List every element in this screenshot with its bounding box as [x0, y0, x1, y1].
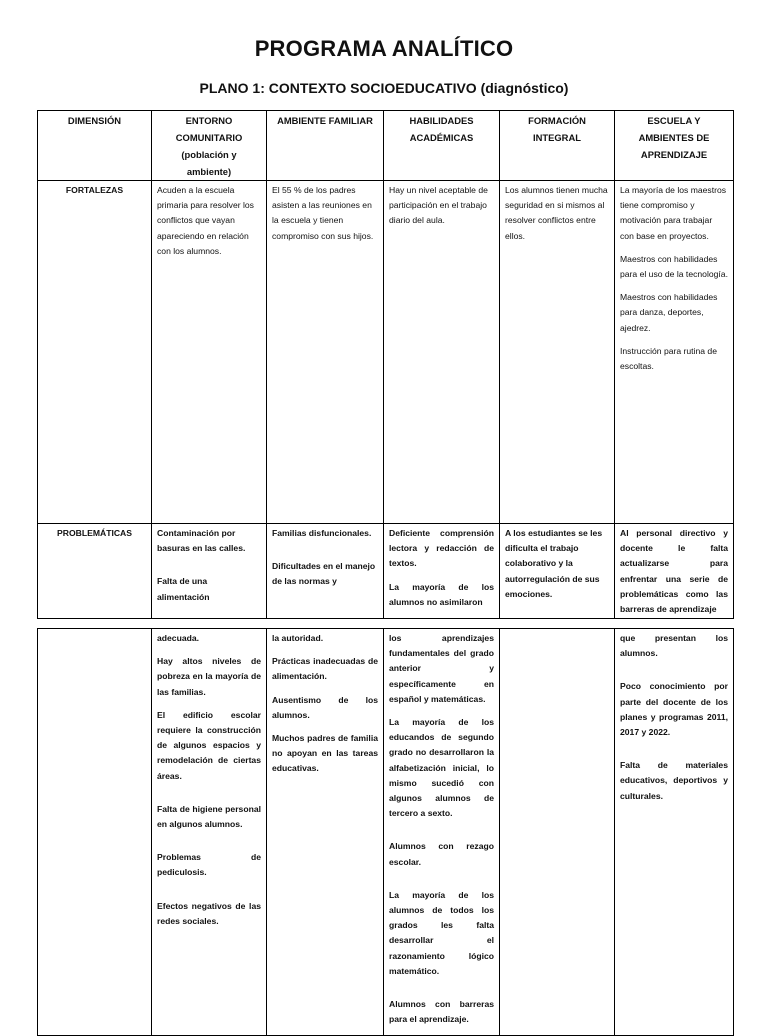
- list-item: La mayoría de los alumnos no asimilaron: [389, 581, 494, 607]
- list-item: Poco conocimiento por parte del docente de los planes y programas 2011, 2017 y 2022.: [620, 681, 728, 738]
- cell-problematicas-escuela: Al personal directivo y docente le falta actualizarse para enfrentar una serie de problemáticas como las barreras de aprendizaje: [615, 524, 734, 619]
- cell-fortalezas-familiar: El 55 % de los padres asisten a las reuniones en la escuela y tienen compromiso con sus hijos.: [267, 181, 384, 524]
- list-item: Alumnos con barreras para el aprendizaje.: [389, 999, 494, 1025]
- list-item: Instrucción para rutina de escoltas.: [620, 345, 717, 372]
- list-item: El edificio escolar requiere la construcción de algunos espacios y remodelación de ciertas áreas.: [157, 709, 261, 781]
- diagnostic-table-page-2: [37, 628, 734, 1036]
- diagnostic-table-page-1: [37, 110, 734, 619]
- header-ambiente-familiar: AMBIENTE FAMILIAR: [267, 111, 384, 181]
- cell-continuation-entorno: [152, 629, 267, 1036]
- header-dimension: DIMENSIÓN: [38, 111, 152, 181]
- header-entorno-comunitario: ENTORNO COMUNITARIO (población y ambiente): [152, 111, 267, 181]
- list-item: los aprendizajes fundamentales del grado anterior y específicamente en español y matemáticas.: [389, 633, 494, 704]
- document-title: PROGRAMA ANALÍTICO: [254, 36, 514, 61]
- cell-continuation-habilidades: [384, 629, 500, 1036]
- row-label-problematicas: PROBLEMÁTICAS: [38, 524, 152, 619]
- cell-problematicas-familiar: [267, 524, 384, 619]
- table-row-problematicas: [38, 524, 734, 619]
- list-item: Alumnos con rezago escolar.: [389, 841, 494, 867]
- table-row-continuation: [38, 629, 734, 1036]
- list-item: Muchos padres de familia no apoyan en las tareas educativas.: [272, 733, 378, 774]
- list-item: Deficiente comprensión lectora y redacción de textos.: [389, 528, 494, 569]
- document-subtitle: PLANO 1: CONTEXTO SOCIOEDUCATIVO (diagnóstico): [199, 80, 569, 96]
- cell-continuation-escuela: [615, 629, 734, 1036]
- list-item: Dificultades en el manejo de las normas y: [272, 561, 376, 587]
- list-item: Ausentismo de los alumnos.: [272, 694, 378, 720]
- list-item: Falta de higiene personal en algunos alumnos.: [157, 803, 261, 830]
- cell-continuation-familiar: [267, 629, 384, 1036]
- list-item: La mayoría de los alumnos de todos los grados les falta desarrollar el razonamiento lógico matemático.: [389, 889, 494, 976]
- list-item: la autoridad.: [272, 633, 324, 643]
- cell-problematicas-habilidades: [384, 524, 500, 619]
- list-item: Familias disfuncionales.: [272, 528, 372, 538]
- list-item: Hay altos niveles de pobreza en la mayoría de las familias.: [157, 656, 261, 697]
- header-row: [38, 111, 734, 181]
- header-habilidades-academicas: HABILIDADES ACADÉMICAS: [384, 111, 500, 181]
- cell-fortalezas-escuela: [615, 181, 734, 524]
- table-row-fortalezas: [38, 181, 734, 524]
- list-item: Falta de una alimentación: [157, 576, 210, 602]
- list-item: La mayoría de los maestros tiene compromiso y motivación para trabajar con base en proyectos.: [620, 185, 727, 241]
- list-item: Maestros con habilidades para danza, deportes, ajedrez.: [620, 292, 718, 333]
- list-item: que presentan los alumnos.: [620, 633, 728, 659]
- cell-continuation-formacion: [500, 629, 615, 1036]
- list-item: La mayoría de los educandos de segundo grado no desarrollaron la alfabetización inicial, lo mismo sucedió con algunos alumnos de tercero a sexto.: [389, 717, 494, 819]
- row-label-fortalezas: FORTALEZAS: [38, 181, 152, 524]
- cell-fortalezas-formacion: Los alumnos tienen mucha seguridad en si mismos al resolver conflictos entre ellos.: [500, 181, 615, 524]
- list-item: Falta de materiales educativos, deportivos y culturales.: [620, 760, 728, 801]
- header-escuela-ambientes: ESCUELA Y AMBIENTES DE APRENDIZAJE: [615, 111, 734, 181]
- cell-problematicas-formacion: A los estudiantes se les dificulta el trabajo colaborativo y la autorregulación de sus emociones.: [500, 524, 615, 619]
- cell-continuation-dimension: [38, 629, 152, 1036]
- header-formacion-integral: FORMACIÓN INTEGRAL: [500, 111, 615, 181]
- list-item: adecuada.: [157, 633, 200, 643]
- list-item: Efectos negativos de las redes sociales.: [157, 900, 261, 926]
- cell-problematicas-entorno: [152, 524, 267, 619]
- cell-fortalezas-habilidades: Hay un nivel aceptable de participación en el trabajo diario del aula.: [384, 181, 500, 524]
- cell-fortalezas-entorno: Acuden a la escuela primaria para resolver los conflictos que vayan apareciendo en relación con los alumnos.: [152, 181, 267, 524]
- list-item: Contaminación por basuras en las calles.: [157, 528, 246, 554]
- list-item: Maestros con habilidades para el uso de la tecnología.: [620, 253, 728, 280]
- list-item: Problemas de pediculosis.: [157, 852, 261, 878]
- list-item: Prácticas inadecuadas de alimentación.: [272, 656, 378, 682]
